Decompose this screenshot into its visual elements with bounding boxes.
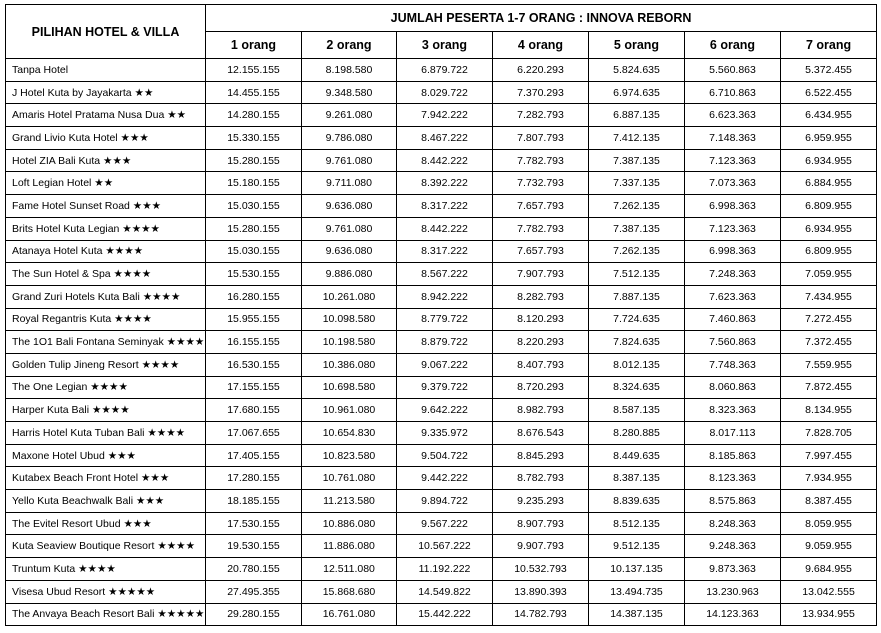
- table-row: [6, 490, 877, 513]
- table-row: [6, 195, 877, 218]
- price-cell: 16.280.155: [206, 285, 302, 308]
- price-cell: 8.779.722: [397, 308, 493, 331]
- hotel-name-cell: Brits Hotel Kuta Legian ★★★★: [6, 217, 206, 240]
- price-cell: 6.220.293: [493, 59, 589, 82]
- price-cell: 17.280.155: [206, 467, 302, 490]
- hotel-name-cell: Truntum Kuta ★★★★: [6, 558, 206, 581]
- table-row: [6, 353, 877, 376]
- hotel-name-cell: Visesa Ubud Resort ★★★★★: [6, 580, 206, 603]
- price-cell: 27.495.355: [206, 580, 302, 603]
- hotel-name-cell: Harper Kuta Bali ★★★★: [6, 399, 206, 422]
- table-row: [6, 376, 877, 399]
- price-cell: 7.872.455: [781, 376, 877, 399]
- price-cell: 8.942.222: [397, 285, 493, 308]
- price-cell: 7.907.793: [493, 263, 589, 286]
- price-cell: 15.280.155: [206, 217, 302, 240]
- price-cell: 9.642.222: [397, 399, 493, 422]
- price-cell: 9.873.363: [685, 558, 781, 581]
- price-cell: 7.724.635: [589, 308, 685, 331]
- price-cell: 17.680.155: [206, 399, 302, 422]
- table-row: [6, 558, 877, 581]
- price-cell: 10.261.080: [302, 285, 397, 308]
- price-cell: 8.845.293: [493, 444, 589, 467]
- price-cell: 5.560.863: [685, 59, 781, 82]
- price-cell: 9.379.722: [397, 376, 493, 399]
- price-cell: 13.934.955: [781, 603, 877, 626]
- price-cell: 9.711.080: [302, 172, 397, 195]
- price-cell: 7.370.293: [493, 81, 589, 104]
- price-cell: 6.934.955: [781, 149, 877, 172]
- price-cell: 6.809.955: [781, 195, 877, 218]
- price-cell: 7.460.863: [685, 308, 781, 331]
- price-cell: 10.198.580: [302, 331, 397, 354]
- price-cell: 6.998.363: [685, 240, 781, 263]
- price-cell: 8.317.222: [397, 240, 493, 263]
- column-header: 5 orang: [589, 32, 685, 59]
- price-cell: 8.879.722: [397, 331, 493, 354]
- price-cell: 7.412.135: [589, 127, 685, 150]
- price-cell: 6.522.455: [781, 81, 877, 104]
- price-cell: 7.282.793: [493, 104, 589, 127]
- table-row: [6, 399, 877, 422]
- hotel-name-cell: The Sun Hotel & Spa ★★★★: [6, 263, 206, 286]
- price-cell: 6.710.863: [685, 81, 781, 104]
- price-cell: 7.123.363: [685, 217, 781, 240]
- table-row: [6, 263, 877, 286]
- price-cell: 10.654.830: [302, 422, 397, 445]
- price-cell: 7.748.363: [685, 353, 781, 376]
- price-cell: 7.807.793: [493, 127, 589, 150]
- price-cell: 7.372.455: [781, 331, 877, 354]
- table-row: [6, 59, 877, 82]
- price-cell: 14.549.822: [397, 580, 493, 603]
- price-cell: 9.636.080: [302, 195, 397, 218]
- price-cell: 11.213.580: [302, 490, 397, 513]
- price-cell: 7.657.793: [493, 240, 589, 263]
- price-cell: 5.824.635: [589, 59, 685, 82]
- price-cell: 6.879.722: [397, 59, 493, 82]
- price-cell: 9.761.080: [302, 149, 397, 172]
- table-row: [6, 467, 877, 490]
- hotel-name-cell: Hotel ZIA Bali Kuta ★★★: [6, 149, 206, 172]
- price-cell: 29.280.155: [206, 603, 302, 626]
- column-header: 4 orang: [493, 32, 589, 59]
- column-header: 2 orang: [302, 32, 397, 59]
- price-cell: 14.387.135: [589, 603, 685, 626]
- price-cell: 8.392.222: [397, 172, 493, 195]
- price-cell: 7.387.135: [589, 217, 685, 240]
- price-cell: 7.059.955: [781, 263, 877, 286]
- price-cell: 9.442.222: [397, 467, 493, 490]
- price-cell: 6.623.363: [685, 104, 781, 127]
- price-cell: 9.504.722: [397, 444, 493, 467]
- price-cell: 8.512.135: [589, 512, 685, 535]
- price-cell: 8.442.222: [397, 217, 493, 240]
- price-cell: 9.261.080: [302, 104, 397, 127]
- column-header: 3 orang: [397, 32, 493, 59]
- price-cell: 8.907.793: [493, 512, 589, 535]
- price-cell: 8.120.293: [493, 308, 589, 331]
- table-row: [6, 149, 877, 172]
- price-cell: 17.405.155: [206, 444, 302, 467]
- hotel-name-cell: Grand Livio Kuta Hotel ★★★: [6, 127, 206, 150]
- price-cell: 8.407.793: [493, 353, 589, 376]
- price-cell: 7.512.135: [589, 263, 685, 286]
- price-cell: 8.324.635: [589, 376, 685, 399]
- price-cell: 8.575.863: [685, 490, 781, 513]
- price-cell: 6.974.635: [589, 81, 685, 104]
- price-cell: 7.262.135: [589, 195, 685, 218]
- hotel-name-cell: Fame Hotel Sunset Road ★★★: [6, 195, 206, 218]
- price-cell: 7.123.363: [685, 149, 781, 172]
- hotel-name-cell: The 1O1 Bali Fontana Seminyak ★★★★: [6, 331, 206, 354]
- price-cell: 8.017.113: [685, 422, 781, 445]
- price-cell: 8.134.955: [781, 399, 877, 422]
- hotel-name-cell: Maxone Hotel Ubud ★★★: [6, 444, 206, 467]
- table-row: [6, 580, 877, 603]
- hotel-name-cell: Golden Tulip Jineng Resort ★★★★: [6, 353, 206, 376]
- price-cell: 8.449.635: [589, 444, 685, 467]
- table-row: [6, 104, 877, 127]
- price-cell: 5.372.455: [781, 59, 877, 82]
- price-cell: 7.732.793: [493, 172, 589, 195]
- price-cell: 7.657.793: [493, 195, 589, 218]
- table-row: [6, 512, 877, 535]
- hotel-name-cell: The Anvaya Beach Resort Bali ★★★★★: [6, 603, 206, 626]
- table-row: [6, 285, 877, 308]
- table-body: [6, 59, 877, 626]
- price-cell: 8.782.793: [493, 467, 589, 490]
- price-cell: 8.012.135: [589, 353, 685, 376]
- price-cell: 8.280.885: [589, 422, 685, 445]
- price-cell: 7.824.635: [589, 331, 685, 354]
- price-cell: 17.067.655: [206, 422, 302, 445]
- price-cell: 7.272.455: [781, 308, 877, 331]
- price-cell: 15.530.155: [206, 263, 302, 286]
- price-cell: 9.248.363: [685, 535, 781, 558]
- price-cell: 7.828.705: [781, 422, 877, 445]
- price-cell: 9.335.972: [397, 422, 493, 445]
- price-cell: 8.060.863: [685, 376, 781, 399]
- price-cell: 19.530.155: [206, 535, 302, 558]
- hotel-name-cell: Tanpa Hotel: [6, 59, 206, 82]
- price-cell: 7.248.363: [685, 263, 781, 286]
- price-cell: 8.185.863: [685, 444, 781, 467]
- price-cell: 15.955.155: [206, 308, 302, 331]
- price-cell: 10.698.580: [302, 376, 397, 399]
- price-cell: 9.786.080: [302, 127, 397, 150]
- price-cell: 8.317.222: [397, 195, 493, 218]
- price-cell: 9.235.293: [493, 490, 589, 513]
- price-cell: 14.280.155: [206, 104, 302, 127]
- price-cell: 7.997.455: [781, 444, 877, 467]
- price-cell: 7.887.135: [589, 285, 685, 308]
- table-row: [6, 127, 877, 150]
- table-row: [6, 603, 877, 626]
- table-row: [6, 308, 877, 331]
- price-cell: 7.560.863: [685, 331, 781, 354]
- table-row: [6, 217, 877, 240]
- price-cell: 20.780.155: [206, 558, 302, 581]
- price-cell: 9.059.955: [781, 535, 877, 558]
- hotel-name-cell: Royal Regantris Kuta ★★★★: [6, 308, 206, 331]
- price-cell: 9.684.955: [781, 558, 877, 581]
- price-cell: 15.442.222: [397, 603, 493, 626]
- hotel-name-cell: J Hotel Kuta by Jayakarta ★★: [6, 81, 206, 104]
- column-header: 7 orang: [781, 32, 877, 59]
- hotel-name-cell: Grand Zuri Hotels Kuta Bali ★★★★: [6, 285, 206, 308]
- price-cell: 8.982.793: [493, 399, 589, 422]
- price-cell: 8.839.635: [589, 490, 685, 513]
- price-cell: 9.907.793: [493, 535, 589, 558]
- price-cell: 6.959.955: [781, 127, 877, 150]
- price-cell: 16.530.155: [206, 353, 302, 376]
- price-cell: 7.387.135: [589, 149, 685, 172]
- price-cell: 12.155.155: [206, 59, 302, 82]
- price-cell: 14.782.793: [493, 603, 589, 626]
- price-cell: 15.030.155: [206, 240, 302, 263]
- table-row: [6, 81, 877, 104]
- price-cell: 6.887.135: [589, 104, 685, 127]
- table-row: [6, 331, 877, 354]
- column-header: 1 orang: [206, 32, 302, 59]
- price-cell: 9.348.580: [302, 81, 397, 104]
- price-cell: 8.248.363: [685, 512, 781, 535]
- price-cell: 16.761.080: [302, 603, 397, 626]
- price-cell: 8.467.222: [397, 127, 493, 150]
- price-cell: 8.676.543: [493, 422, 589, 445]
- price-cell: 7.934.955: [781, 467, 877, 490]
- hotel-name-cell: Yello Kuta Beachwalk Bali ★★★: [6, 490, 206, 513]
- price-cell: 7.782.793: [493, 149, 589, 172]
- price-cell: 17.530.155: [206, 512, 302, 535]
- price-cell: 13.230.963: [685, 580, 781, 603]
- table-row: [6, 422, 877, 445]
- price-cell: 11.886.080: [302, 535, 397, 558]
- price-cell: 7.942.222: [397, 104, 493, 127]
- price-cell: 8.282.793: [493, 285, 589, 308]
- price-cell: 7.559.955: [781, 353, 877, 376]
- price-cell: 13.494.735: [589, 580, 685, 603]
- price-cell: 7.623.363: [685, 285, 781, 308]
- price-cell: 8.567.222: [397, 263, 493, 286]
- price-cell: 8.387.455: [781, 490, 877, 513]
- price-cell: 8.220.293: [493, 331, 589, 354]
- price-cell: 9.512.135: [589, 535, 685, 558]
- table-row: [6, 172, 877, 195]
- price-cell: 8.720.293: [493, 376, 589, 399]
- price-cell: 11.192.222: [397, 558, 493, 581]
- price-cell: 8.123.363: [685, 467, 781, 490]
- price-cell: 7.434.955: [781, 285, 877, 308]
- price-cell: 15.868.680: [302, 580, 397, 603]
- price-cell: 9.761.080: [302, 217, 397, 240]
- price-cell: 8.323.363: [685, 399, 781, 422]
- price-cell: 9.567.222: [397, 512, 493, 535]
- hotel-name-cell: Amaris Hotel Pratama Nusa Dua ★★: [6, 104, 206, 127]
- table-row: [6, 240, 877, 263]
- price-cell: 9.067.222: [397, 353, 493, 376]
- price-cell: 6.884.955: [781, 172, 877, 195]
- price-cell: 6.998.363: [685, 195, 781, 218]
- price-cell: 9.636.080: [302, 240, 397, 263]
- hotel-name-cell: Harris Hotel Kuta Tuban Bali ★★★★: [6, 422, 206, 445]
- price-cell: 10.532.793: [493, 558, 589, 581]
- price-cell: 10.098.580: [302, 308, 397, 331]
- price-cell: 10.386.080: [302, 353, 397, 376]
- price-cell: 8.198.580: [302, 59, 397, 82]
- hotel-name-cell: The One Legian ★★★★: [6, 376, 206, 399]
- price-table: [5, 4, 877, 626]
- price-cell: 7.073.363: [685, 172, 781, 195]
- price-cell: 18.185.155: [206, 490, 302, 513]
- group-title-header: JUMLAH PESERTA 1-7 ORANG : INNOVA REBORN: [206, 5, 877, 32]
- price-cell: 15.330.155: [206, 127, 302, 150]
- price-cell: 10.761.080: [302, 467, 397, 490]
- hotel-name-cell: Loft Legian Hotel ★★: [6, 172, 206, 195]
- price-cell: 13.890.393: [493, 580, 589, 603]
- price-cell: 12.511.080: [302, 558, 397, 581]
- price-cell: 10.961.080: [302, 399, 397, 422]
- price-cell: 10.567.222: [397, 535, 493, 558]
- price-cell: 6.434.955: [781, 104, 877, 127]
- hotel-name-cell: The Evitel Resort Ubud ★★★: [6, 512, 206, 535]
- price-cell: 6.934.955: [781, 217, 877, 240]
- price-cell: 13.042.555: [781, 580, 877, 603]
- hotel-column-header: PILIHAN HOTEL & VILLA: [6, 5, 206, 59]
- price-cell: 9.894.722: [397, 490, 493, 513]
- price-cell: 9.886.080: [302, 263, 397, 286]
- price-cell: 14.123.363: [685, 603, 781, 626]
- price-cell: 6.809.955: [781, 240, 877, 263]
- column-header: 6 orang: [685, 32, 781, 59]
- hotel-name-cell: Atanaya Hotel Kuta ★★★★: [6, 240, 206, 263]
- price-cell: 8.387.135: [589, 467, 685, 490]
- price-cell: 7.148.363: [685, 127, 781, 150]
- price-cell: 7.782.793: [493, 217, 589, 240]
- price-cell: 8.059.955: [781, 512, 877, 535]
- price-cell: 17.155.155: [206, 376, 302, 399]
- price-cell: 15.180.155: [206, 172, 302, 195]
- price-cell: 8.587.135: [589, 399, 685, 422]
- price-cell: 8.029.722: [397, 81, 493, 104]
- price-cell: 15.280.155: [206, 149, 302, 172]
- hotel-name-cell: Kuta Seaview Boutique Resort ★★★★: [6, 535, 206, 558]
- price-cell: 7.262.135: [589, 240, 685, 263]
- price-cell: 16.155.155: [206, 331, 302, 354]
- table-row: [6, 535, 877, 558]
- price-cell: 10.823.580: [302, 444, 397, 467]
- price-cell: 10.886.080: [302, 512, 397, 535]
- hotel-name-cell: Kutabex Beach Front Hotel ★★★: [6, 467, 206, 490]
- table-row: [6, 444, 877, 467]
- price-cell: 15.030.155: [206, 195, 302, 218]
- price-cell: 14.455.155: [206, 81, 302, 104]
- price-cell: 10.137.135: [589, 558, 685, 581]
- price-cell: 7.337.135: [589, 172, 685, 195]
- price-cell: 8.442.222: [397, 149, 493, 172]
